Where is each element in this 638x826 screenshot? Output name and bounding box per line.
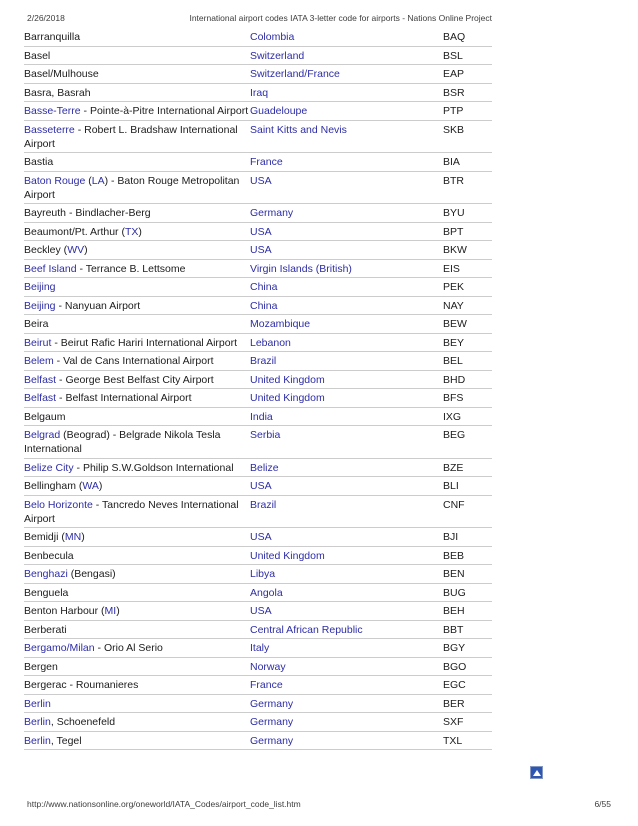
airport-link[interactable]: Beijing — [24, 299, 56, 312]
country-link[interactable]: Belize — [250, 461, 279, 474]
airport-cell — [24, 458, 250, 477]
airport-text: - Belfast International Airport — [56, 392, 192, 404]
airport-text: Benguela — [24, 586, 69, 599]
iata-code: TXL — [443, 731, 492, 750]
country-link[interactable]: Libya — [250, 568, 276, 580]
table-row — [24, 546, 492, 565]
airport-cell — [24, 259, 250, 278]
table-row — [24, 370, 492, 389]
airport-link[interactable]: Belfast — [24, 373, 57, 386]
country-cell — [250, 352, 443, 371]
country-cell — [250, 333, 443, 352]
country-cell — [250, 495, 443, 528]
iata-code: BIA — [443, 153, 492, 172]
airport-cell — [24, 583, 250, 602]
iata-code: BAQ — [443, 28, 492, 46]
iata-code: CNF — [443, 495, 492, 528]
up-triangle-icon — [533, 770, 541, 776]
table-row — [24, 28, 492, 46]
table-row — [24, 83, 492, 102]
airport-link[interactable]: Benghazi — [24, 568, 68, 580]
table-row — [24, 65, 492, 84]
airport-text: ) — [98, 480, 103, 492]
table-row — [24, 676, 492, 695]
country-link[interactable]: United Kingdom — [250, 373, 325, 386]
table-row — [24, 694, 492, 713]
airport-link[interactable]: Bergamo/Milan — [24, 642, 95, 654]
airport-link[interactable]: WV — [67, 244, 85, 256]
iata-code: BEY — [443, 333, 492, 352]
airport-cell — [24, 694, 250, 713]
airport-link[interactable]: Berlin — [24, 734, 51, 747]
country-link[interactable]: Switzerland/France — [250, 68, 340, 80]
table-row — [24, 528, 492, 547]
airport-text: (Beograd) - Belgrade Nikola Tesla International — [24, 429, 221, 455]
country-cell — [250, 546, 443, 565]
iata-code: NAY — [443, 296, 492, 315]
country-link[interactable]: Germany — [250, 716, 294, 728]
country-cell — [250, 204, 443, 223]
country-link[interactable]: USA — [250, 480, 272, 492]
country-link[interactable]: China — [250, 299, 278, 312]
table-row — [24, 477, 492, 496]
airport-text: Basra, Basrah — [24, 86, 91, 99]
iata-code: BEN — [443, 565, 492, 584]
country-link[interactable]: Germany — [250, 207, 294, 219]
airport-cell — [24, 407, 250, 426]
country-link[interactable]: USA — [250, 225, 272, 238]
airport-cell — [24, 333, 250, 352]
table-row — [24, 495, 492, 528]
airport-cell — [24, 278, 250, 297]
airport-text: Bastia — [24, 156, 54, 168]
airport-text: Bellingham ( — [24, 480, 83, 492]
country-cell — [250, 620, 443, 639]
airport-text: ) — [81, 531, 85, 543]
country-cell — [250, 315, 443, 334]
airport-cell — [24, 528, 250, 547]
airport-text: Benbecula — [24, 549, 74, 562]
iata-code: BKW — [443, 241, 492, 260]
iata-code: BGO — [443, 657, 492, 676]
table-row — [24, 620, 492, 639]
airport-link[interactable]: Baton Rouge — [24, 174, 86, 187]
country-link[interactable]: Germany — [250, 697, 294, 710]
table-row — [24, 565, 492, 584]
country-cell — [250, 46, 443, 65]
iata-code: BGY — [443, 639, 492, 658]
iata-code: BUG — [443, 583, 492, 602]
airport-text: - Pointe-à-Pitre International Airport — [80, 105, 249, 117]
airport-cell — [24, 352, 250, 371]
airport-cell — [24, 731, 250, 750]
airport-text: Basel — [24, 49, 51, 62]
airport-cell — [24, 204, 250, 223]
country-cell — [250, 389, 443, 408]
country-link[interactable]: France — [250, 679, 283, 691]
country-cell — [250, 477, 443, 496]
country-link[interactable]: Brazil — [250, 355, 277, 367]
airport-cell — [24, 65, 250, 84]
airport-text: - Nanyuan Airport — [55, 299, 141, 312]
airport-text: , Schoenefeld — [50, 716, 116, 728]
country-link[interactable]: USA — [250, 174, 272, 187]
airport-cell — [24, 102, 250, 121]
iata-code: BJI — [443, 528, 492, 547]
airport-text: ) — [116, 605, 120, 617]
airport-cell — [24, 222, 250, 241]
airport-cell — [24, 153, 250, 172]
airport-link[interactable]: Belfast — [24, 392, 57, 404]
airport-text: - Robert L. Bradshaw International Airport — [24, 123, 238, 150]
iata-code: EGC — [443, 676, 492, 695]
iata-code: SXF — [443, 713, 492, 732]
country-cell — [250, 370, 443, 389]
iata-code: PTP — [443, 102, 492, 121]
airport-cell — [24, 565, 250, 584]
country-cell — [250, 694, 443, 713]
country-cell — [250, 426, 443, 459]
airport-cell — [24, 296, 250, 315]
airport-text: Beckley ( — [24, 244, 68, 256]
country-cell — [250, 565, 443, 584]
airport-link[interactable]: Basse-Terre — [24, 105, 81, 117]
country-cell — [250, 28, 443, 46]
table-row — [24, 296, 492, 315]
iata-code: SKB — [443, 120, 492, 153]
airport-link[interactable]: Belem — [24, 355, 54, 367]
iata-code: BZE — [443, 458, 492, 477]
country-cell — [250, 657, 443, 676]
airport-link[interactable]: MI — [104, 605, 117, 617]
airport-text: - Val de Cans International Airport — [53, 355, 214, 367]
country-cell — [250, 102, 443, 121]
airport-link[interactable]: Beef Island — [24, 262, 77, 275]
iata-code: BBT — [443, 620, 492, 639]
airport-cell — [24, 171, 250, 204]
airport-text: ) — [138, 225, 142, 238]
page-number: 6/55 — [594, 799, 611, 809]
table-row — [24, 713, 492, 732]
airport-cell — [24, 46, 250, 65]
country-cell — [250, 222, 443, 241]
airport-cell — [24, 495, 250, 528]
country-link[interactable]: Colombia — [250, 31, 295, 43]
airport-cell — [24, 389, 250, 408]
airport-text: ) — [84, 244, 88, 256]
country-link[interactable]: Germany — [250, 734, 294, 747]
iata-code: BSL — [443, 46, 492, 65]
country-link[interactable]: Lebanon — [250, 336, 291, 349]
print-date: 2/26/2018 — [27, 13, 65, 23]
country-cell — [250, 120, 443, 153]
airport-text: Benton Harbour ( — [24, 605, 105, 617]
table-row — [24, 458, 492, 477]
table-row — [24, 602, 492, 621]
airport-cell — [24, 120, 250, 153]
iata-code: PEK — [443, 278, 492, 297]
table-row — [24, 204, 492, 223]
country-link[interactable]: Central African Republic — [250, 623, 363, 636]
country-cell — [250, 676, 443, 695]
country-link[interactable]: Brazil — [250, 498, 277, 511]
country-cell — [250, 528, 443, 547]
iata-code: BHD — [443, 370, 492, 389]
airport-text: Beaumont/Pt. Arthur ( — [24, 225, 125, 238]
country-cell — [250, 583, 443, 602]
back-to-top-button[interactable] — [530, 766, 543, 779]
country-link[interactable]: Iraq — [250, 86, 269, 99]
airport-cell — [24, 713, 250, 732]
airport-text: Bergen — [24, 660, 58, 673]
table-row — [24, 171, 492, 204]
airport-text: - Terrance B. Lettsome — [76, 262, 186, 275]
airport-text: , Tegel — [50, 734, 82, 747]
airport-text: ( — [85, 174, 92, 187]
iata-code: BEW — [443, 315, 492, 334]
airport-cell — [24, 602, 250, 621]
airport-link[interactable]: Belize City — [24, 461, 74, 474]
airport-text: - Tancredo Neves International Airport — [24, 498, 239, 525]
table-row — [24, 352, 492, 371]
country-cell — [250, 407, 443, 426]
table-row — [24, 278, 492, 297]
airport-link[interactable]: MN — [64, 531, 82, 543]
airport-link[interactable]: Belgrad — [24, 429, 61, 441]
table-row — [24, 153, 492, 172]
airport-text: Barranquilla — [24, 31, 81, 43]
airport-link[interactable]: Berlin — [24, 716, 51, 728]
country-link[interactable]: United Kingdom — [250, 392, 325, 404]
airport-link[interactable]: WA — [82, 480, 99, 492]
airport-text: - George Best Belfast City Airport — [56, 373, 214, 386]
airport-link[interactable]: TX — [124, 225, 139, 238]
airport-link[interactable]: LA — [91, 174, 105, 187]
table-row — [24, 241, 492, 260]
airport-cell — [24, 426, 250, 459]
airport-cell — [24, 241, 250, 260]
country-cell — [250, 153, 443, 172]
country-cell — [250, 713, 443, 732]
country-cell — [250, 259, 443, 278]
country-link[interactable]: Norway — [250, 660, 286, 673]
country-cell — [250, 458, 443, 477]
country-link[interactable]: Virgin Islands (British) — [250, 262, 352, 275]
document-title: International airport codes IATA 3-letter code for airports - Nations Online Project — [189, 13, 492, 23]
airport-text: Beira — [24, 318, 49, 330]
table-row — [24, 102, 492, 121]
airport-text: Bayreuth - Bindlacher-Berg — [24, 207, 151, 219]
country-cell — [250, 639, 443, 658]
airport-text: Belgaum — [24, 410, 66, 423]
iata-code: BLI — [443, 477, 492, 496]
table-row — [24, 639, 492, 658]
table-row — [24, 46, 492, 65]
airport-cell — [24, 546, 250, 565]
table-row — [24, 315, 492, 334]
country-cell — [250, 602, 443, 621]
table-row — [24, 657, 492, 676]
source-url: http://www.nationsonline.org/oneworld/IATA_Codes/airport_code_list.htm — [27, 799, 301, 809]
iata-code: BEL — [443, 352, 492, 371]
airport-cell — [24, 676, 250, 695]
iata-code: BSR — [443, 83, 492, 102]
airport-text: ) - Baton Rouge Metropolitan Airport — [24, 174, 240, 201]
country-link[interactable]: Saint Kitts and Nevis — [250, 123, 347, 136]
iata-code: BEB — [443, 546, 492, 565]
table-row — [24, 426, 492, 459]
airport-text: Basel/Mulhouse — [24, 68, 99, 80]
country-link[interactable]: USA — [250, 244, 272, 256]
iata-code: EAP — [443, 65, 492, 84]
country-link[interactable]: Angola — [250, 586, 283, 599]
airport-text: - Orio Al Serio — [94, 642, 163, 654]
country-link[interactable]: Italy — [250, 642, 270, 654]
airport-link[interactable]: Belo Horizonte — [24, 498, 93, 511]
airport-text: (Bengasi) — [67, 568, 116, 580]
airport-cell — [24, 639, 250, 658]
country-link[interactable]: India — [250, 410, 273, 423]
table-row — [24, 120, 492, 153]
table-row — [24, 407, 492, 426]
country-link[interactable]: Guadeloupe — [250, 105, 308, 117]
airport-link[interactable]: Beijing — [24, 281, 56, 293]
country-cell — [250, 241, 443, 260]
airport-text: Bemidji ( — [24, 531, 65, 543]
iata-code: BTR — [443, 171, 492, 204]
table-row — [24, 259, 492, 278]
airport-cell — [24, 370, 250, 389]
airport-cell — [24, 477, 250, 496]
country-link[interactable]: Switzerland — [250, 49, 305, 62]
iata-code: IXG — [443, 407, 492, 426]
airport-cell — [24, 315, 250, 334]
airport-link[interactable]: Beirut — [24, 336, 52, 349]
country-cell — [250, 278, 443, 297]
airport-text: Berberati — [24, 623, 67, 636]
iata-code: BEG — [443, 426, 492, 459]
airport-text: Bergerac - Roumanieres — [24, 679, 139, 691]
table-row — [24, 389, 492, 408]
country-link[interactable]: Mozambique — [250, 318, 311, 330]
table-row — [24, 731, 492, 750]
country-link[interactable]: Serbia — [250, 429, 281, 441]
table-row — [24, 583, 492, 602]
iata-code: BPT — [443, 222, 492, 241]
country-cell — [250, 731, 443, 750]
airport-link[interactable]: Berlin — [24, 697, 51, 710]
iata-code: EIS — [443, 259, 492, 278]
airport-link[interactable]: Basseterre — [24, 123, 75, 136]
iata-code: BFS — [443, 389, 492, 408]
country-link[interactable]: USA — [250, 531, 272, 543]
country-link[interactable]: France — [250, 156, 283, 168]
table-row — [24, 333, 492, 352]
airport-cell — [24, 657, 250, 676]
country-cell — [250, 296, 443, 315]
country-link[interactable]: China — [250, 281, 278, 293]
airport-cell — [24, 83, 250, 102]
iata-code: BER — [443, 694, 492, 713]
airport-cell — [24, 620, 250, 639]
airport-text: - Philip S.W.Goldson International — [73, 461, 234, 474]
airport-table-body — [24, 28, 492, 750]
country-link[interactable]: USA — [250, 605, 272, 617]
airport-cell — [24, 28, 250, 46]
country-cell — [250, 65, 443, 84]
table-row — [24, 222, 492, 241]
country-link[interactable]: United Kingdom — [250, 549, 325, 562]
iata-code: BYU — [443, 204, 492, 223]
country-cell — [250, 171, 443, 204]
iata-code: BEH — [443, 602, 492, 621]
airport-codes-table — [24, 28, 492, 750]
airport-text: - Beirut Rafic Hariri International Airport — [51, 336, 238, 349]
country-cell — [250, 83, 443, 102]
